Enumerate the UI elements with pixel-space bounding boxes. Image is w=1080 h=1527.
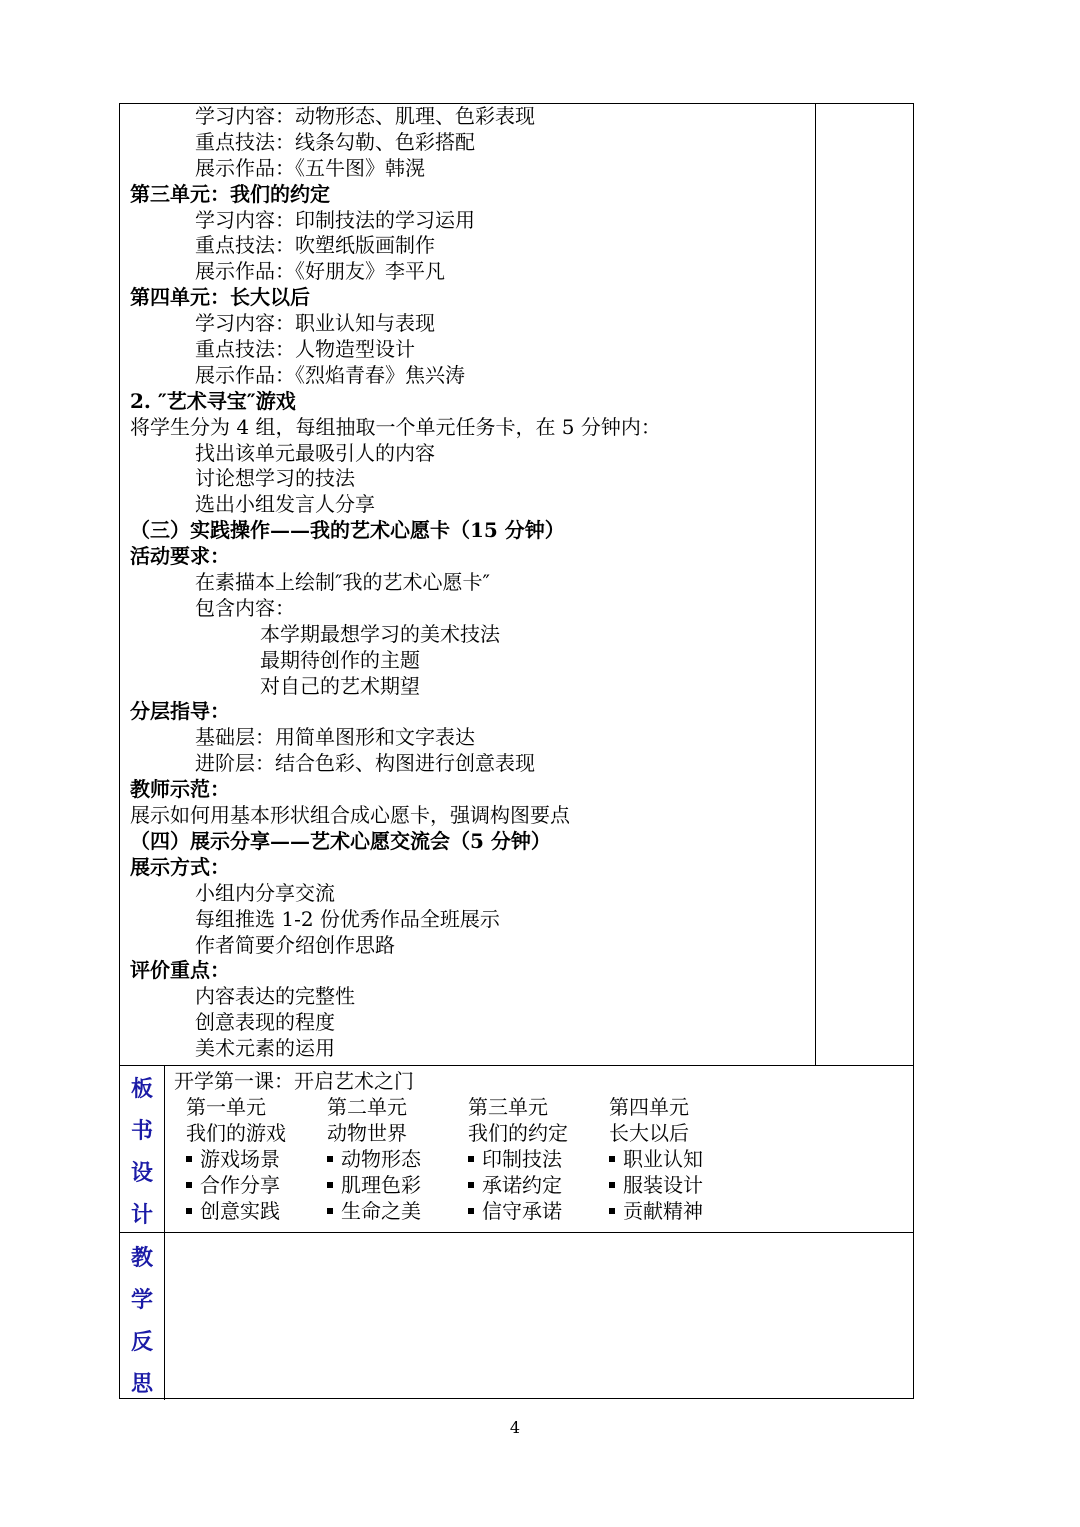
bullet-icon [468,1208,474,1214]
board-unit-name: 我们的约定 [468,1121,568,1145]
board-design [174,1068,874,1224]
lesson-line: 学习内容：印制技法的学习运用 [195,207,475,232]
lesson-line: 分层指导： [130,699,230,724]
bullet-icon [186,1156,192,1162]
board-unit-title: 第一单元 [186,1095,266,1119]
page-number: 4 [509,1418,521,1437]
board-design-label [120,1068,164,1236]
lesson-line: 找出该单元最吸引人的内容 [195,440,435,465]
board-item-text: 游戏场景 [200,1147,280,1171]
board-label-char: 计 [130,1202,153,1228]
reflection-label-char: 思 [130,1371,153,1397]
board-item-text: 承诺约定 [482,1173,562,1197]
column-divider [815,104,816,1065]
lesson-line: 重点技法：吹塑纸版画制作 [195,233,435,258]
lesson-line: 学习内容：动物形态、肌理、色彩表现 [195,104,535,128]
bullet-icon [327,1208,333,1214]
reflection-label-char: 反 [130,1329,153,1355]
board-item-text: 印制技法 [482,1147,562,1171]
board-unit-item [468,1198,609,1224]
board-item-text: 生命之美 [341,1199,421,1223]
board-label-char: 板 [130,1076,153,1102]
reflection-label-char: 学 [130,1287,153,1313]
board-unit-item [186,1198,327,1224]
board-item-text: 肌理色彩 [341,1173,421,1197]
lesson-line: 展示作品：《烈焰青春》焦兴涛 [195,362,465,387]
lesson-line: （三）实践操作——我的艺术心愿卡（15 分钟） [130,518,565,543]
lesson-line: 对自己的艺术期望 [260,673,420,698]
lesson-line: 每组推选 1-2 份优秀作品全班展示 [195,906,500,931]
board-unit-name: 动物世界 [327,1121,407,1145]
lesson-line: 第四单元：长大以后 [130,285,310,310]
reflection-label-char: 教 [130,1245,153,1271]
board-unit-title: 第二单元 [327,1095,407,1119]
board-unit-item [327,1146,468,1172]
board-units [186,1094,874,1224]
reflection-label [120,1237,164,1405]
lesson-line: 重点技法：人物造型设计 [195,337,415,362]
bullet-icon [468,1182,474,1188]
board-unit-column [327,1094,468,1224]
bullet-icon [186,1208,192,1214]
lesson-line: 选出小组发言人分享 [195,492,375,517]
lesson-line: 本学期最想学习的美术技法 [260,621,500,646]
lesson-line: 在素描本上绘制″我的艺术心愿卡″ [195,570,490,595]
board-item-text: 动物形态 [341,1147,421,1171]
board-unit-item [327,1172,468,1198]
board-label-char: 设 [130,1160,153,1186]
bullet-icon [609,1208,615,1214]
lesson-line: 内容表达的完整性 [195,984,355,1009]
bullet-icon [327,1156,333,1162]
lesson-content [130,104,810,1062]
lesson-line: 讨论想学习的技法 [195,466,355,491]
lesson-line: 美术元素的运用 [195,1036,335,1061]
board-unit-item [186,1146,327,1172]
board-unit-name: 长大以后 [609,1121,689,1145]
board-item-text: 职业认知 [623,1147,703,1171]
board-unit-item [468,1172,609,1198]
board-item-text: 信守承诺 [482,1199,562,1223]
board-item-text: 合作分享 [200,1173,280,1197]
board-unit-column [186,1094,327,1224]
lesson-line: 学习内容：职业认知与表现 [195,311,435,336]
lesson-line: 2. ″艺术寻宝″游戏 [130,388,296,413]
lesson-line: 作者简要介绍创作思路 [195,932,395,957]
lesson-line: 最期待创作的主题 [260,647,420,672]
lesson-line: 创意表现的程度 [195,1010,335,1035]
lesson-line: 评价重点： [130,958,230,983]
bullet-icon [327,1182,333,1188]
lesson-line: 将学生分为 4 组，每组抽取一个单元任务卡，在 5 分钟内： [130,414,661,439]
board-unit-item [609,1198,750,1224]
board-unit-column [609,1094,750,1224]
board-label-char: 书 [130,1118,153,1144]
lesson-line: 展示作品：《五牛图》韩滉 [195,155,425,180]
board-unit-column [468,1094,609,1224]
lesson-line: 教师示范： [130,777,230,802]
reflection-area [165,1233,913,1398]
lesson-line: 进阶层：结合色彩、构图进行创意表现 [195,751,535,776]
board-unit-name: 我们的游戏 [186,1121,286,1145]
lesson-line: 重点技法：线条勾勒、色彩搭配 [195,129,475,154]
lesson-line: 展示方式： [130,854,230,879]
lesson-line: 第三单元：我们的约定 [130,181,330,206]
board-item-text: 贡献精神 [623,1199,703,1223]
lesson-line: 包含内容： [195,595,295,620]
board-unit-item [609,1146,750,1172]
bullet-icon [186,1182,192,1188]
lesson-line: 展示如何用基本形状组合成心愿卡，强调构图要点 [130,803,570,828]
bullet-icon [609,1156,615,1162]
board-unit-item [327,1198,468,1224]
board-item-text: 服装设计 [623,1173,703,1197]
board-unit-title: 第四单元 [609,1095,689,1119]
board-unit-item [186,1172,327,1198]
board-item-text: 创意实践 [200,1199,280,1223]
lesson-plan-table [119,103,914,1399]
row-divider [120,1065,913,1066]
lesson-line: （四）展示分享——艺术心愿交流会（5 分钟） [130,828,551,853]
lesson-line: 小组内分享交流 [195,880,335,905]
lesson-line: 展示作品：《好朋友》李平凡 [195,259,445,284]
bullet-icon [609,1182,615,1188]
bullet-icon [468,1156,474,1162]
lesson-line: 基础层：用简单图形和文字表达 [195,725,475,750]
board-unit-item [468,1146,609,1172]
board-unit-title: 第三单元 [468,1095,548,1119]
lesson-line: 活动要求： [130,544,230,569]
board-title: 开学第一课：开启艺术之门 [174,1069,414,1093]
board-unit-item [609,1172,750,1198]
